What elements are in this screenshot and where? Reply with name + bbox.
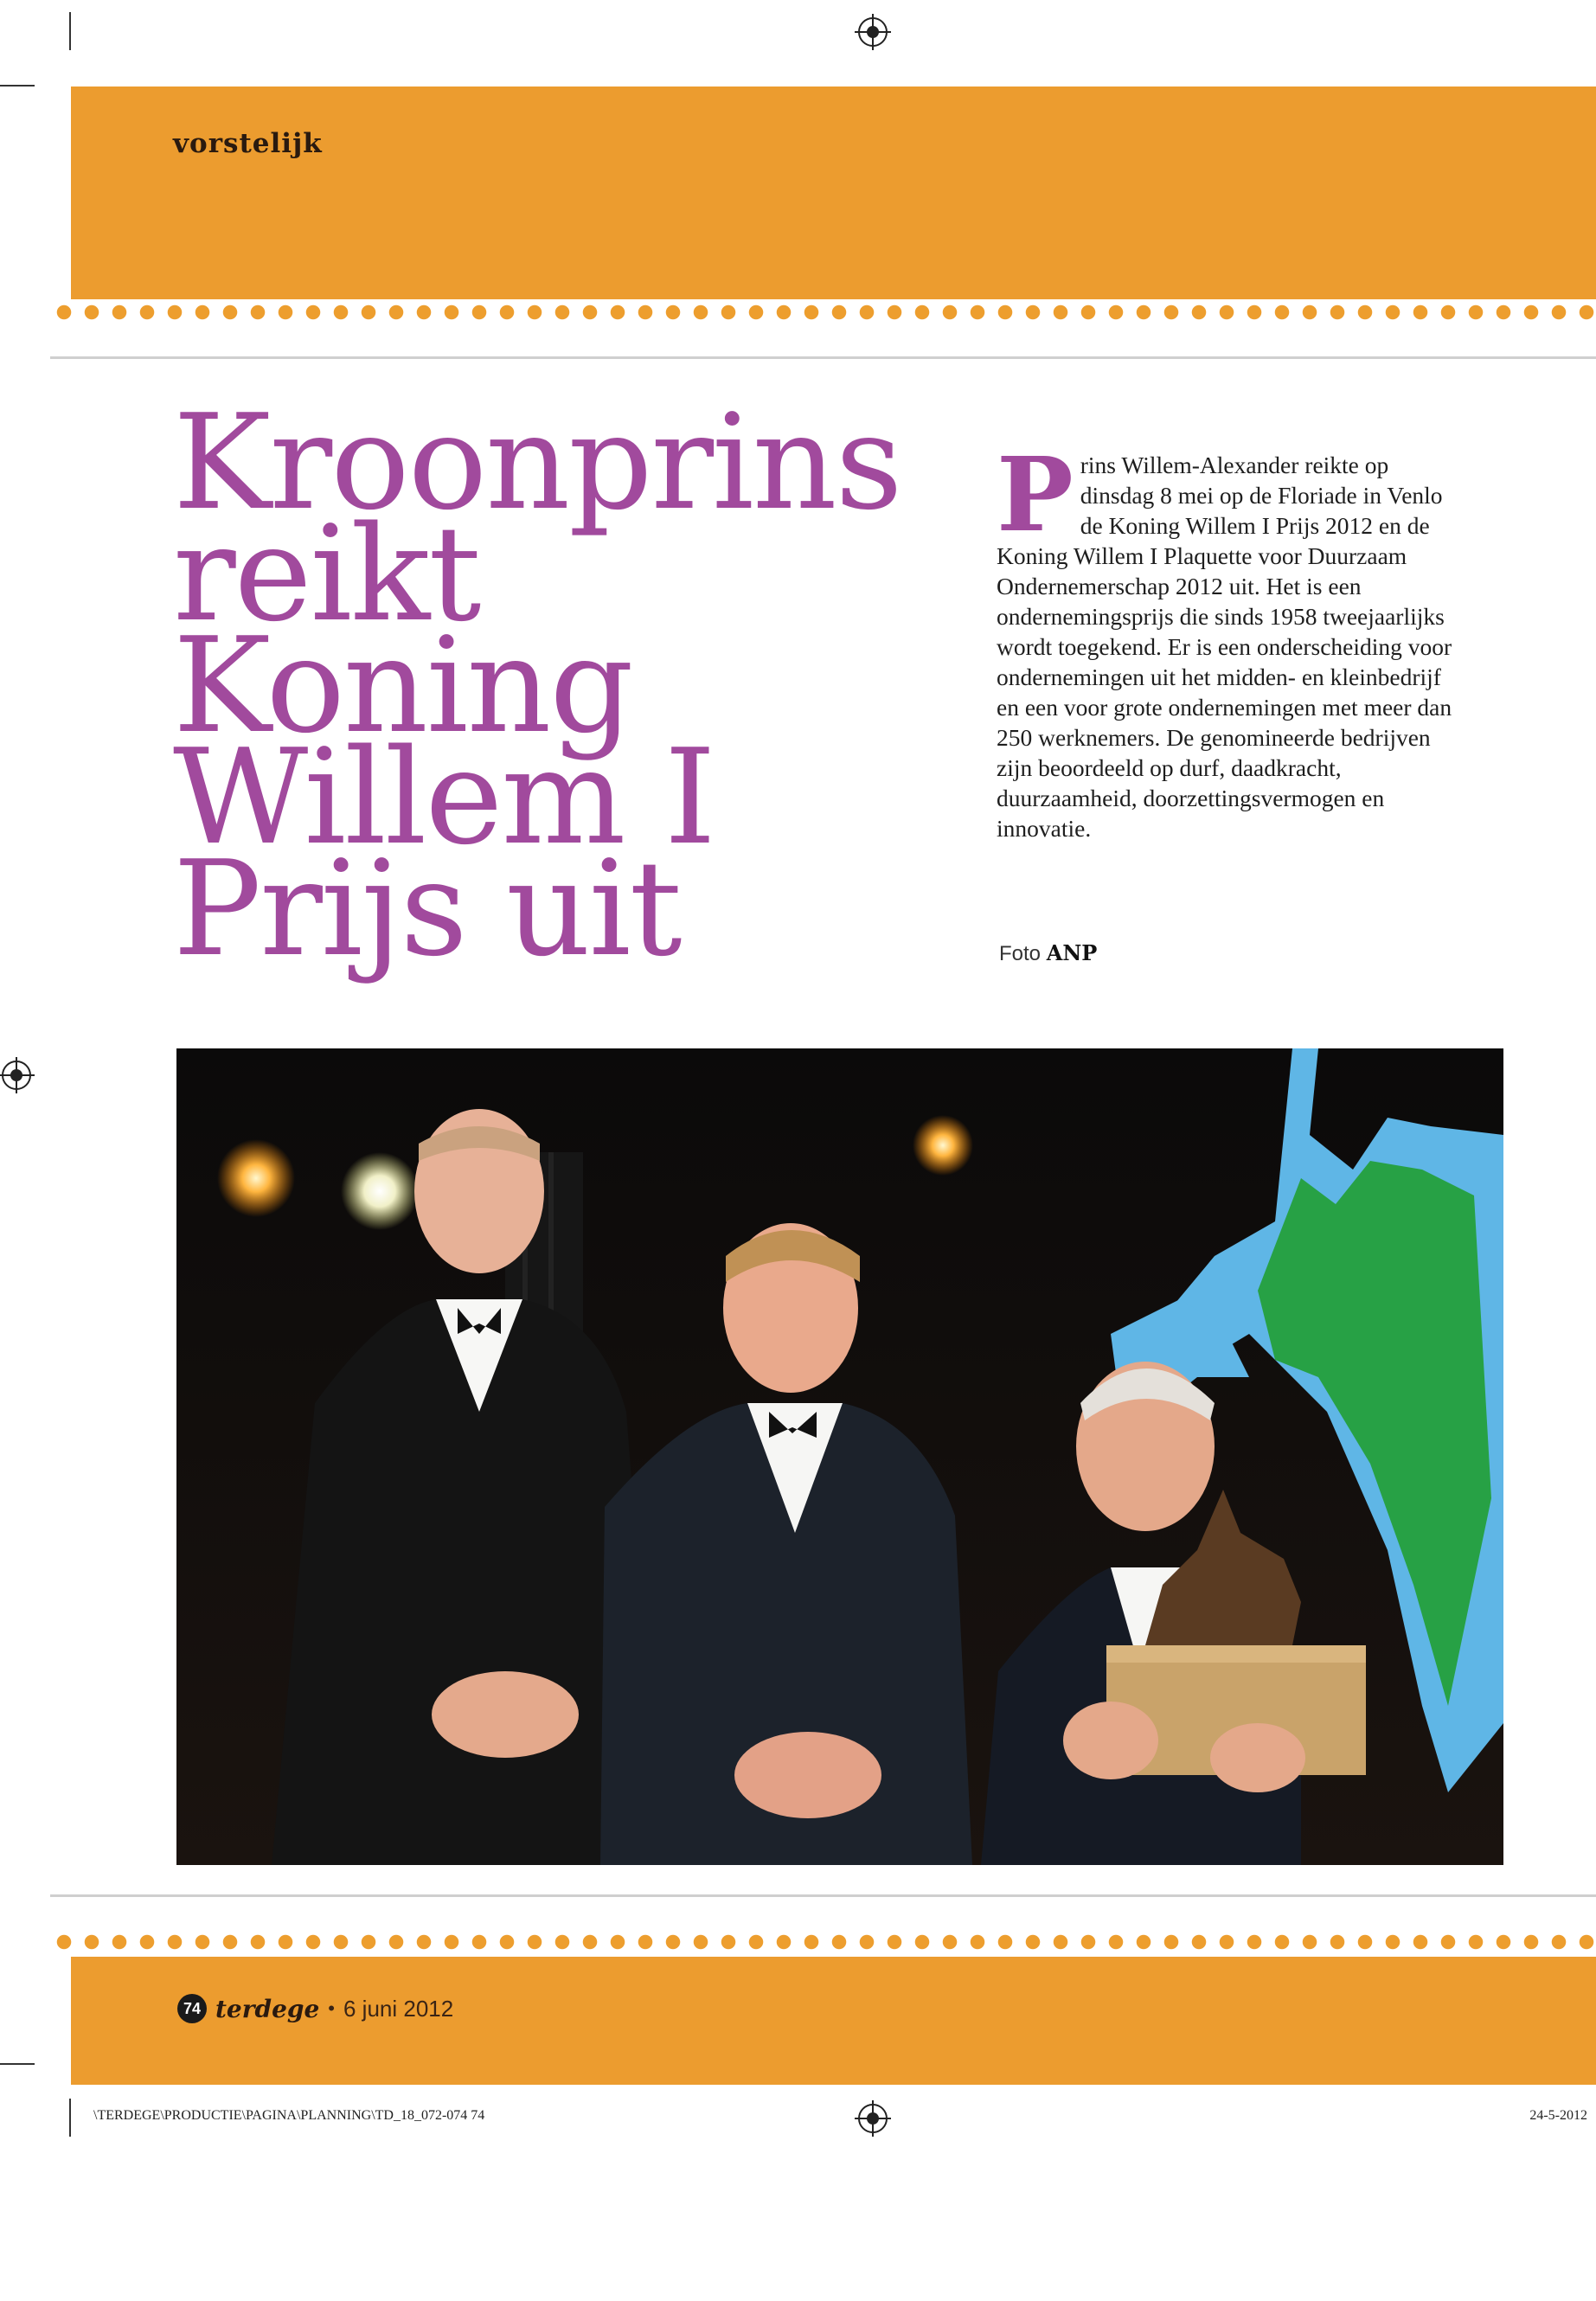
headline-line: reikt	[173, 497, 480, 651]
production-date: 24-5-2012	[1529, 2108, 1587, 2123]
headline-line: Koning	[173, 609, 632, 762]
intro-text: rins Willem-Alexander reikte op dinsdag 8 mei op de Floriade in Venlo de Koning Willem I Prijs 2012 en de Koning Willem I Plaquette voor Duurzaam Ondernemerschap 2012 uit. Het is een ondernemingsprijs die sinds 1958 tweejaarlijks wordt toegekend. Er is een onderscheiding voor ondernemingen uit het midden- en kleinbedrijf en een voor grote ondernemingen met meer dan 250 werknemers. De genomineerde bedrijven zijn beoordeeld op durf, daadkracht, duurzaamheid, doorzettingsvermogen en innovatie.	[997, 452, 1452, 842]
headline-line: Prijs uit	[173, 832, 681, 985]
top-orange-band	[71, 87, 1596, 303]
production-path: \TERDEGE\PRODUCTIE\PAGINA\PLANNING\TD_18_072-074 74	[93, 2108, 485, 2123]
headline-line: Willem I	[173, 721, 715, 874]
credit-prefix: Foto	[999, 942, 1042, 965]
footer-bullet: •	[328, 1997, 335, 2019]
page-footer	[177, 1994, 453, 2023]
intro-paragraph	[997, 434, 1464, 843]
award-ceremony-photo	[176, 1048, 1503, 1865]
crop-mark	[69, 2099, 71, 2137]
crop-mark	[69, 12, 71, 50]
registration-mark-icon	[2, 1061, 31, 1090]
bead-border-bottom	[50, 1929, 1596, 1955]
divider-line	[50, 356, 1596, 359]
credit-name: ANP	[1046, 940, 1098, 965]
section-label: vorstelijk	[173, 128, 323, 159]
registration-mark-icon	[858, 2104, 888, 2133]
photo-credit	[999, 940, 1097, 966]
bead-border-top	[50, 299, 1596, 325]
crop-mark	[0, 85, 35, 87]
page-number: 74	[177, 1994, 207, 2023]
divider-line	[50, 1894, 1596, 1897]
headline-line: Kroonprins	[173, 386, 901, 539]
crop-mark	[0, 2063, 35, 2065]
registration-mark-icon	[858, 17, 888, 47]
drop-cap: P	[997, 434, 1074, 554]
magazine-brand: terdege	[215, 1994, 320, 2023]
award-photo	[176, 1048, 1503, 1865]
headline	[173, 386, 934, 985]
issue-date: 6 juni 2012	[343, 1995, 454, 2022]
